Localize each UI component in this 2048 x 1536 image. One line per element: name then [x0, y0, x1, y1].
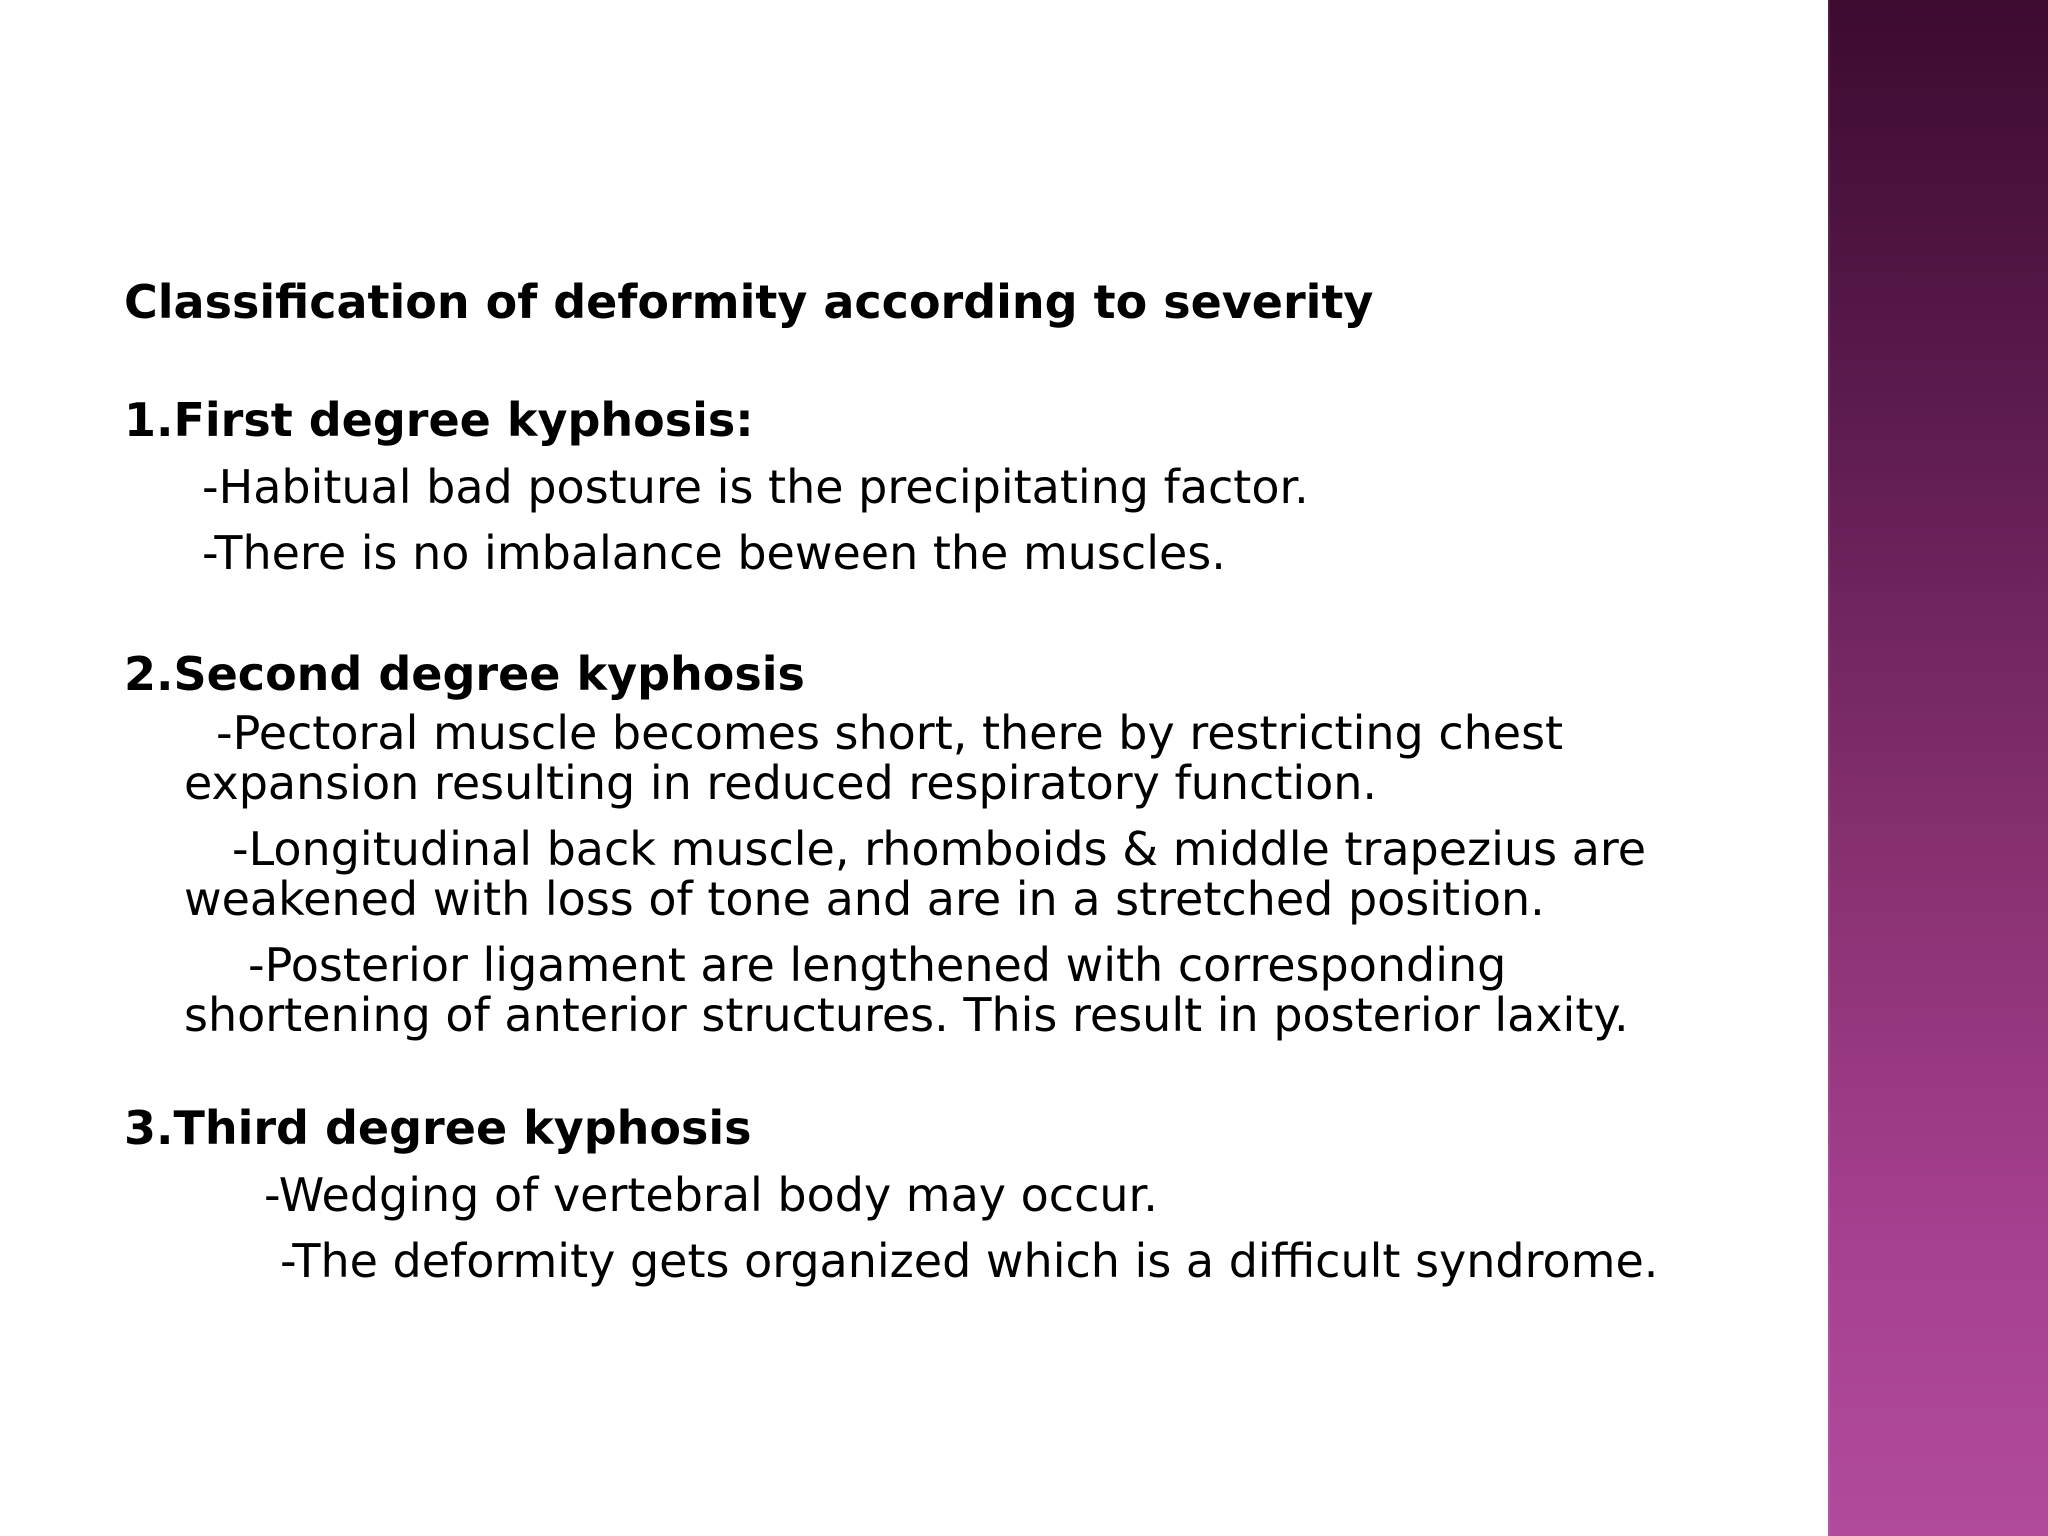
bullet-point: -Longitudinal back muscle, rhomboids & middle trapezius are weakened with loss of tone and are in a stretched position.	[184, 822, 1647, 926]
bullet-point: -Habitual bad posture is the precipitating factor.	[202, 460, 1309, 514]
section-third-degree	[124, 1098, 1684, 1294]
section-heading: 1.First degree kyphosis:	[124, 393, 754, 447]
section-second-degree	[124, 644, 1684, 1040]
bullet-point: -Posterior ligament are lengthened with corresponding shortening of anterior structures. This result in posterior laxity.	[184, 938, 1629, 1042]
sidebar-edge	[1828, 0, 1830, 1536]
bullet-point: -Pectoral muscle becomes short, there by restricting chest expansion resulting in reduced respiratory function.	[184, 706, 1564, 810]
section-heading: 3.Third degree kyphosis	[124, 1101, 752, 1155]
slide-title: Classification of deformity according to severity	[124, 275, 1374, 329]
decorative-sidebar	[1828, 0, 2048, 1536]
section-heading: 2.Second degree kyphosis	[124, 647, 805, 701]
slide-content	[124, 272, 1684, 1352]
section-first-degree	[124, 390, 1684, 586]
bullet-point: -Wedging of vertebral body may occur.	[264, 1168, 1158, 1222]
bullet-point: -There is no imbalance beween the muscles.	[202, 526, 1226, 580]
bullet-point: -The deformity gets organized which is a difficult syndrome.	[280, 1234, 1659, 1288]
